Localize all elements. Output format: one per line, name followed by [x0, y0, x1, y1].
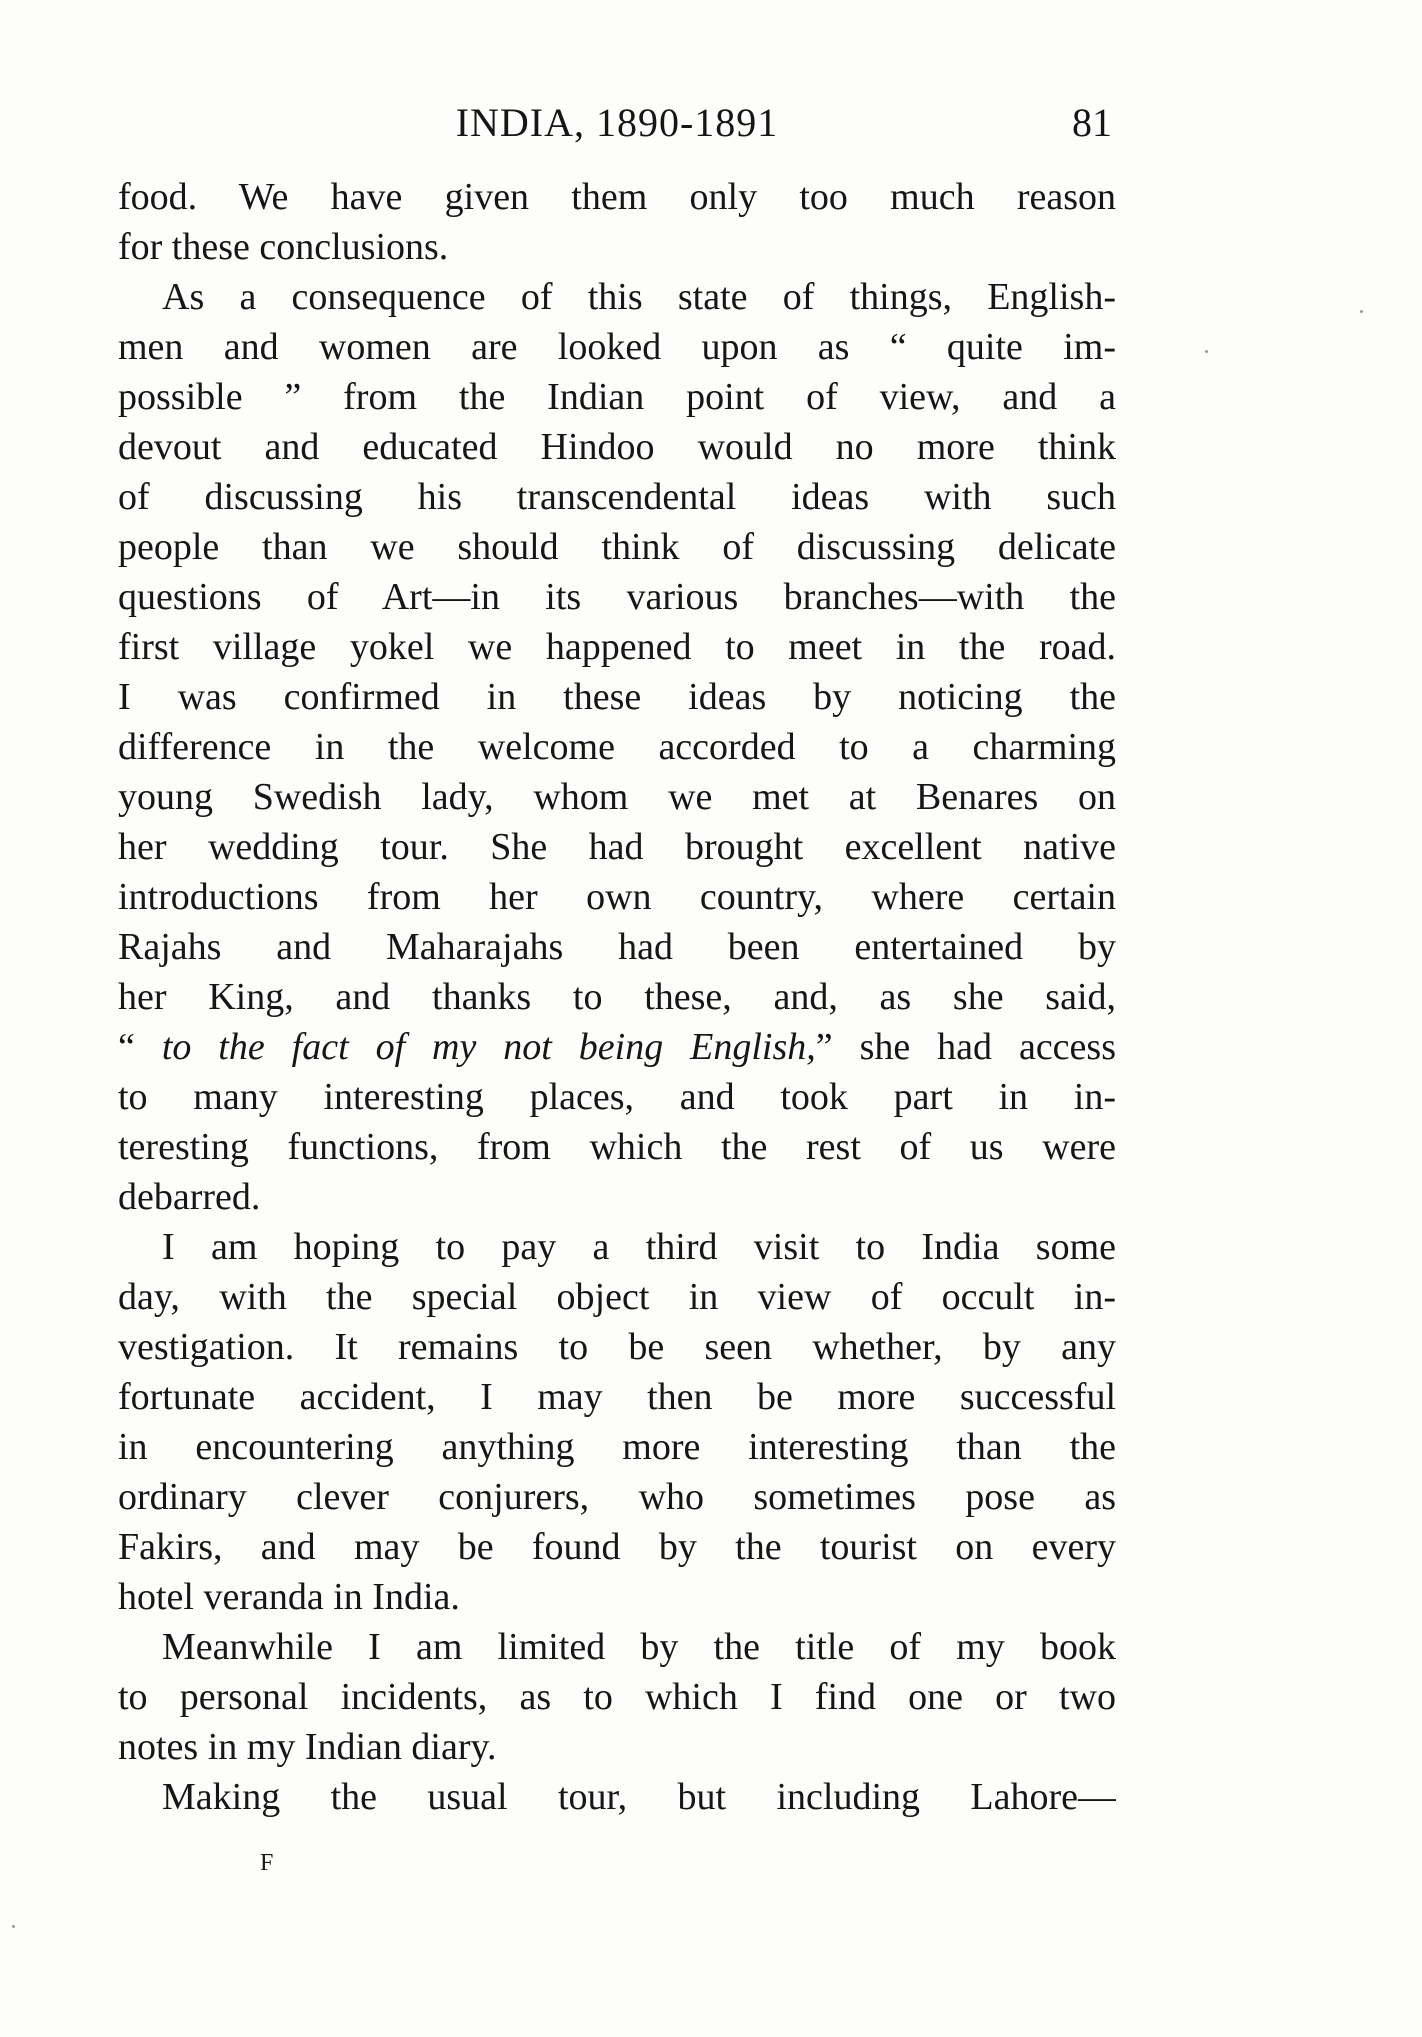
text-line: people than we should think of discussing delicate — [118, 526, 1116, 568]
text-line: to personal incidents, as to which I find one or two — [118, 1676, 1116, 1718]
text-line: introductions from her own country, where certain — [118, 876, 1116, 918]
paper-speck — [1205, 350, 1208, 353]
text-line: her wedding tour. She had brought excellent native — [118, 826, 1116, 868]
running-head — [118, 96, 1116, 150]
text-line: for these conclusions. — [118, 226, 449, 268]
text-line: devout and educated Hindoo would no more think — [118, 426, 1116, 468]
text-line: first village yokel we happened to meet in the road. — [118, 626, 1116, 668]
text-line: ordinary clever conjurers, who sometimes pose as — [118, 1476, 1116, 1518]
text-line: food. We have given them only too much reason — [118, 176, 1116, 218]
text-line: her King, and thanks to these, and, as she said, — [118, 976, 1116, 1018]
paper-speck — [12, 1925, 15, 1928]
text-line: fortunate accident, I may then be more successful — [118, 1376, 1116, 1418]
text-line: to many interesting places, and took part in in- — [118, 1076, 1116, 1118]
text-line: hotel veranda in India. — [118, 1576, 460, 1618]
text-line: in encountering anything more interesting than the — [118, 1426, 1116, 1468]
text-line: difference in the welcome accorded to a charming — [118, 726, 1116, 768]
text-line: I am hoping to pay a third visit to India some — [162, 1226, 1116, 1268]
text-line: Fakirs, and may be found by the tourist on every — [118, 1526, 1116, 1568]
page-number: 81 — [1072, 100, 1112, 145]
text-line: Rajahs and Maharajahs had been entertained by — [118, 926, 1116, 968]
paper-speck — [1360, 310, 1363, 313]
text-line: of discussing his transcendental ideas with such — [118, 476, 1116, 518]
text-line: Meanwhile I am limited by the title of my book — [162, 1626, 1116, 1668]
text-line: men and women are looked upon as “ quite im- — [118, 326, 1116, 368]
signature-mark: F — [260, 1850, 275, 1876]
text-line: notes in my Indian diary. — [118, 1726, 497, 1768]
text-line: questions of Art—in its various branches—with the — [118, 576, 1116, 618]
italic-quote: to the fact of my not being English, — [161, 1026, 816, 1068]
running-title: INDIA, 1890-1891 — [455, 100, 779, 145]
text-line: possible ” from the Indian point of view, and a — [118, 376, 1116, 418]
text-line: vestigation. It remains to be seen whether, by any — [118, 1326, 1116, 1368]
text-line: debarred. — [118, 1176, 261, 1218]
text-line: young Swedish lady, whom we met at Benares on — [118, 776, 1116, 818]
body-text — [118, 172, 1116, 1822]
text-line: I was confirmed in these ideas by noticing the — [118, 676, 1116, 718]
text-line: teresting functions, from which the rest of us were — [118, 1126, 1116, 1168]
text-line: day, with the special object in view of occult in- — [118, 1276, 1116, 1318]
text-line: As a consequence of this state of things, English- — [162, 276, 1116, 318]
text-line-with-italic: “ to the fact of my not being English,” she had access — [118, 1026, 1116, 1068]
text-line: Making the usual tour, but including Lahore— — [162, 1776, 1116, 1818]
